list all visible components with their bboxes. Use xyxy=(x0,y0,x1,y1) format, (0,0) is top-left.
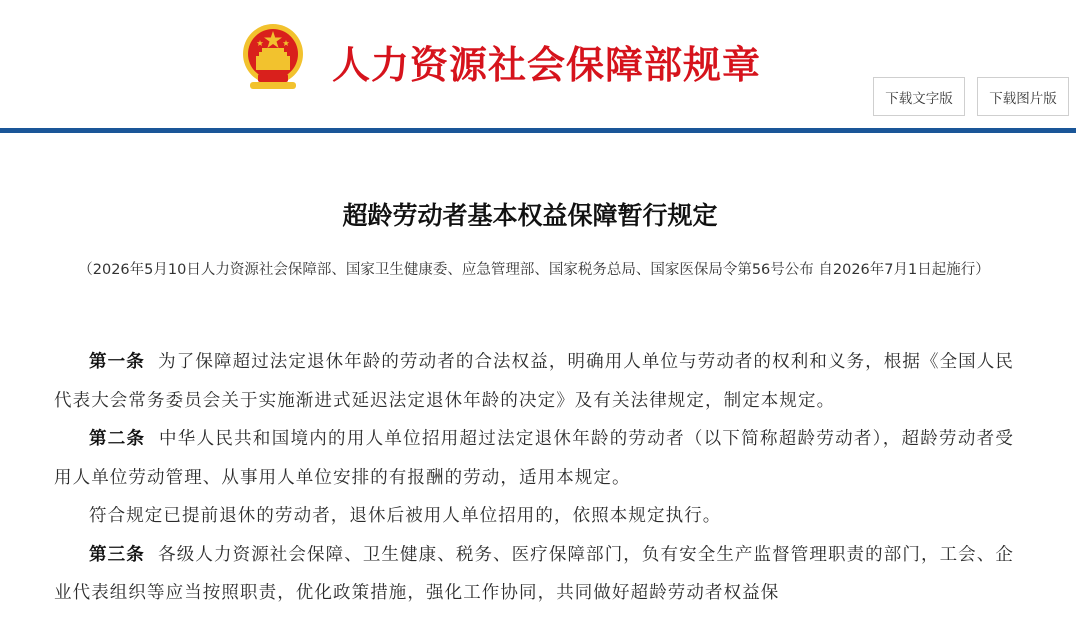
site-title: 人力资源社会保障部规章 xyxy=(332,42,762,87)
paragraph xyxy=(54,343,1014,420)
paragraph-text: 符合规定已提前退休的劳动者，退休后被用人单位招用的，依照本规定执行。 xyxy=(89,506,722,526)
paragraph-text: 为了保障超过法定退休年龄的劳动者的合法权益，明确用人单位与劳动者的权利和义务，根据《全国人民代表大会常务委员会关于实施渐进式延迟法定退休年龄的决定》及有关法律规定，制定本规定。 xyxy=(54,352,1014,411)
paragraph-text: 各级人力资源社会保障、卫生健康、税务、医疗保障部门，负有安全生产监督管理职责的部门，工会、企业代表组织等应当按照职责，优化政策措施，强化工作协同，共同做好超龄劳动者权益保 xyxy=(54,544,1014,603)
national-emblem-icon xyxy=(240,22,306,92)
paragraph xyxy=(54,536,1014,613)
paragraph xyxy=(54,497,1014,536)
document-body xyxy=(54,343,1014,613)
article-number: 第一条 xyxy=(89,352,145,372)
site-header xyxy=(0,0,1076,130)
paragraph xyxy=(54,420,1014,497)
document-meta: （2026年5月10日人力资源社会保障部、国家卫生健康委、应急管理部、国家税务总局、国家医保局令第56号公布 自2026年7月1日起施行） xyxy=(78,262,990,278)
download-image-button[interactable]: 下载图片版 xyxy=(977,77,1069,116)
article-number: 第二条 xyxy=(89,429,146,449)
download-text-button[interactable]: 下载文字版 xyxy=(873,77,965,116)
document-title: 超龄劳动者基本权益保障暂行规定 xyxy=(342,201,718,230)
header-divider xyxy=(0,128,1076,133)
paragraph-text: 中华人民共和国境内的用人单位招用超过法定退休年龄的劳动者（以下简称超龄劳动者），超龄劳动者受用人单位劳动管理、从事用人单位安排的有报酬的劳动，适用本规定。 xyxy=(54,429,1014,488)
article-number: 第三条 xyxy=(89,544,145,565)
